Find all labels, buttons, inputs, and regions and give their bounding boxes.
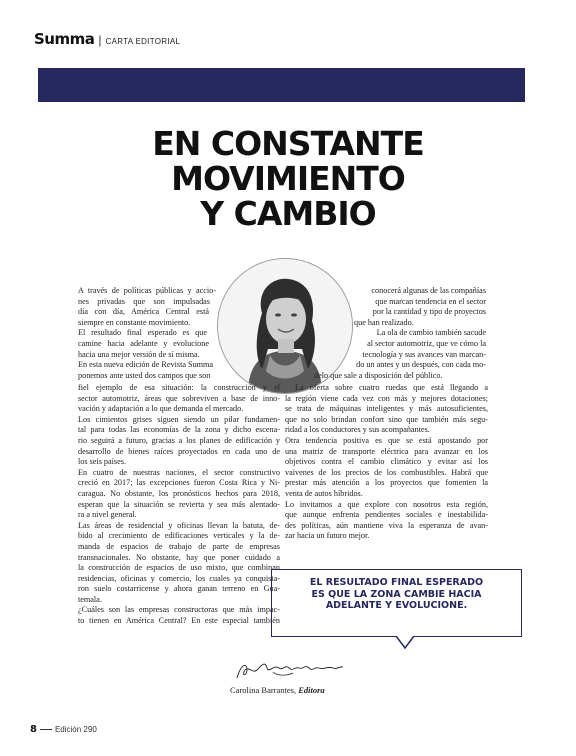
text-line: La oferta sobre cuatro ruedas que está llegando a <box>295 383 488 392</box>
handwritten-signature <box>233 658 345 682</box>
text-line: camine hacia adelante y evolucione <box>78 338 209 348</box>
text-line: ponemos ante usted dos campos que son <box>78 370 211 380</box>
text-line: zar hacia un futuro mejor. <box>285 531 370 541</box>
text-line: la construcción de espacios de uso mixto, que combinan <box>78 563 280 573</box>
text-line: A través de políticas públicas y accio- <box>78 286 216 295</box>
text-line: manda de espacios de trabajo de parte de empresas <box>78 541 280 551</box>
signer-role: Editora <box>298 685 325 695</box>
page-footer <box>30 724 97 735</box>
footer-dash <box>40 729 52 730</box>
page-number: 8 <box>30 724 37 735</box>
text-line: En cuatro de nuestras naciones, el sector constructivo <box>78 467 280 477</box>
left-wrap-text <box>78 286 216 381</box>
text-line: ridad a los conductores y sus acompañantes. <box>285 425 430 435</box>
signer-name: Carolina Barrantes, <box>230 685 299 695</box>
text-line: Lo invitamos a que explore con nosotros esta región, <box>285 499 488 509</box>
header-band <box>38 68 525 102</box>
text-line: por la cantidad y tipo de proyectos <box>372 307 486 317</box>
text-line: delo que sale a disposición del público. <box>314 370 443 380</box>
text-line: prestar más atención a los proyectos que fomenten la <box>285 478 488 488</box>
brand-logo: Summa <box>34 30 95 48</box>
text-line: venta de autos híbridos. <box>285 488 363 498</box>
text-line: día con día, América Central está <box>78 307 209 317</box>
text-line: Otra tendencia positiva es que se está apostando por <box>285 435 488 445</box>
text-line: fiel ejemplo de esa situación: la construcción y el <box>78 383 280 392</box>
signer <box>230 685 325 695</box>
left-column <box>78 383 280 627</box>
text-line: tal para todas las economías de la zona y dicho escena- <box>78 425 280 435</box>
text-line: esperan que la situación se revierta y sea más alentado- <box>78 499 280 509</box>
text-line: tecnología y sus avances van marcan- <box>362 349 486 359</box>
text-line: vación y adaptación a lo que demanda el mercado. <box>78 404 244 414</box>
header-separator: | <box>98 33 102 47</box>
page-title <box>38 126 538 231</box>
title-line: EN CONSTANTE <box>152 124 424 163</box>
text-line: conocerá algunas de las compañías <box>371 286 486 295</box>
text-line: desarrollo de bienes raíces proyectados en cada uno de <box>78 446 280 456</box>
text-line: des políticas, aún mantiene viva la esperanza de avan- <box>285 520 488 530</box>
text-line: objetivos contra el cambio climático y evitar así los <box>285 457 488 467</box>
text-line: una matriz de transporte eléctrica para avanzar en los <box>285 446 488 456</box>
text-line: ¿Cuáles son las empresas constructoras que más impac- <box>78 605 280 615</box>
text-line: residencias, oficinas y comercio, los cuales ya conquista- <box>78 573 280 583</box>
text-line: transnacionales. No obstante, hay que poner cuidado a <box>78 552 280 562</box>
quote-line: ES QUE LA ZONA CAMBIE HACIA <box>311 588 482 600</box>
text-line: la región viene cada vez con más y mejores dotaciones; <box>285 393 488 403</box>
title-line: Y CAMBIO <box>200 194 376 233</box>
text-line: nes privadas que son impulsadas <box>78 296 210 306</box>
text-line: hacia una mejor versión de sí misma. <box>78 349 200 359</box>
text-line: que han realizado. <box>354 317 414 327</box>
section-label: CARTA EDITORIAL <box>105 37 181 46</box>
quote-line: ADELANTE Y EVOLUCIONE. <box>325 600 468 611</box>
text-line: los seis países. <box>78 457 126 467</box>
page-header <box>34 30 180 48</box>
text-line: to tienen en América Central? En este especial también <box>78 616 280 626</box>
text-line: se trata de máquinas inteligentes y más autosuficientes, <box>285 404 488 414</box>
text-line: Los cimientos grises siguen siendo un pilar fundamen- <box>78 414 280 424</box>
right-column <box>285 383 488 542</box>
text-line: Las áreas de residencial y oficinas llevan la batuta, de- <box>78 520 280 530</box>
pull-quote <box>282 577 511 612</box>
title-line: MOVIMIENTO <box>171 159 405 198</box>
text-line: do un antes y un después, con cada mo- <box>356 360 486 370</box>
text-line: que marcan tendencia en el sector <box>375 296 486 306</box>
text-line: bido al crecimiento de edificaciones verticales y la de- <box>78 531 280 541</box>
text-line: ra a nivel general. <box>78 510 137 520</box>
edition-label: Edición 290 <box>54 725 97 734</box>
text-line: vaivenes de los precios de los combustibles. Habrá que <box>285 467 488 477</box>
text-line: La ola de cambio también sacude <box>376 328 486 338</box>
text-line: creció en 2017; las excepciones fueron Costa Rica y Ni- <box>78 478 280 488</box>
text-line: El resultado final esperado es que <box>78 328 207 338</box>
right-wrap-text <box>298 286 486 381</box>
text-line: siempre en constante movimiento. <box>78 317 191 327</box>
quote-tail-icon <box>395 636 415 650</box>
text-line: sector automotriz, áreas que sobreviven a base de inno- <box>78 393 280 403</box>
text-line: al sector automotriz, que ve cómo la <box>367 338 486 348</box>
quote-line: EL RESULTADO FINAL ESPERADO <box>309 577 484 588</box>
text-line: rio seguirá a futuro, gracias a los planes de edificación y <box>78 435 280 445</box>
text-line: caragua. No obstante, los pronósticos hechos para 2018, <box>78 488 280 498</box>
text-line: ron suelo costarricense y ahora ganan terreno en Gua- <box>78 584 280 594</box>
text-line: que no solo brindan confort sino que también más segu- <box>285 414 488 424</box>
text-line: temala. <box>78 594 102 604</box>
text-line: que aunque enfrenta pendientes sociales e inestabilida- <box>285 510 488 520</box>
text-line: En esta nueva edición de Revista Summa <box>78 360 214 370</box>
